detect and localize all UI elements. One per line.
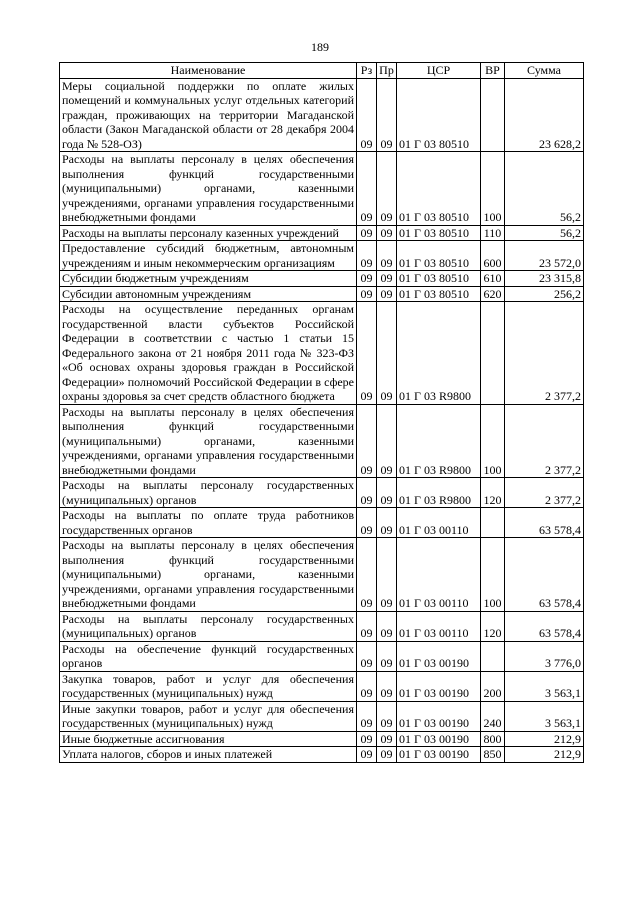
row-name: Иные бюджетные ассигнования [60,731,357,747]
row-vr: 100 [481,152,505,226]
row-pr: 09 [377,671,397,701]
row-rz: 09 [357,286,377,302]
row-sum: 3 563,1 [505,671,584,701]
row-vr [481,508,505,538]
header-csr: ЦСР [397,63,481,79]
row-pr: 09 [377,538,397,612]
row-rz: 09 [357,271,377,287]
table-row [60,286,584,302]
row-sum: 2 377,2 [505,478,584,508]
row-sum: 63 578,4 [505,611,584,641]
row-csr: 01 Г 03 00110 [397,538,481,612]
row-rz: 09 [357,538,377,612]
row-vr: 100 [481,538,505,612]
row-pr: 09 [377,152,397,226]
row-sum: 23 572,0 [505,241,584,271]
row-name: Предоставление субсидий бюджетным, автономным учреждениям и иным некоммерческим организациям [60,241,357,271]
row-vr: 240 [481,701,505,731]
row-rz: 09 [357,701,377,731]
row-csr: 01 Г 03 00110 [397,611,481,641]
row-name: Уплата налогов, сборов и иных платежей [60,747,357,763]
row-name: Субсидии автономным учреждениям [60,286,357,302]
row-csr: 01 Г 03 80510 [397,225,481,241]
table-row [60,271,584,287]
row-name: Расходы на обеспечение функций государственных органов [60,641,357,671]
row-pr: 09 [377,302,397,405]
row-name: Расходы на выплаты по оплате труда работников государственных органов [60,508,357,538]
header-rz: Рз [357,63,377,79]
header-name: Наименование [60,63,357,79]
row-name: Расходы на выплаты персоналу в целях обеспечения выполнения функций государственными (муниципальными) органами, казенными учреждениями, органами управления государственными внебюджетными фондами [60,538,357,612]
row-name: Закупка товаров, работ и услуг для обеспечения государственных (муниципальных) нужд [60,671,357,701]
row-name: Расходы на выплаты персоналу государственных (муниципальных) органов [60,611,357,641]
row-vr: 120 [481,611,505,641]
row-pr: 09 [377,611,397,641]
row-name: Расходы на выплаты персоналу государственных (муниципальных) органов [60,478,357,508]
table-row [60,731,584,747]
row-sum: 256,2 [505,286,584,302]
row-name: Меры социальной поддержки по оплате жилых помещений и коммунальных услуг отдельных категорий граждан, проживающих на территории Магаданской области (Закон Магаданской области от 28 декабря 2004 года № 528-ОЗ) [60,78,357,152]
row-csr: 01 Г 03 80510 [397,241,481,271]
row-sum: 63 578,4 [505,538,584,612]
page-number: 189 [311,40,329,54]
row-sum: 3 776,0 [505,641,584,671]
row-vr: 600 [481,241,505,271]
row-csr: 01 Г 03 80510 [397,286,481,302]
row-csr: 01 Г 03 00190 [397,641,481,671]
row-vr: 850 [481,747,505,763]
row-pr: 09 [377,286,397,302]
row-rz: 09 [357,302,377,405]
row-csr: 01 Г 03 00110 [397,508,481,538]
row-vr [481,78,505,152]
row-csr: 01 Г 03 00190 [397,701,481,731]
row-name: Расходы на выплаты персоналу в целях обеспечения выполнения функций государственными (муниципальными) органами, казенными учреждениями, органами управления государственными внебюджетными фондами [60,152,357,226]
row-vr: 120 [481,478,505,508]
row-pr: 09 [377,271,397,287]
row-vr [481,302,505,405]
row-name: Субсидии бюджетным учреждениям [60,271,357,287]
table-row [60,641,584,671]
row-pr: 09 [377,508,397,538]
row-csr: 01 Г 03 80510 [397,78,481,152]
row-vr: 100 [481,404,505,478]
row-sum: 212,9 [505,731,584,747]
row-rz: 09 [357,404,377,478]
row-csr: 01 Г 03 00190 [397,747,481,763]
table-row [60,508,584,538]
row-pr: 09 [377,478,397,508]
row-csr: 01 Г 03 R9800 [397,478,481,508]
row-vr: 800 [481,731,505,747]
row-name: Расходы на выплаты персоналу в целях обеспечения выполнения функций государственными (муниципальными) органами, казенными учреждениями, органами управления государственными внебюджетными фондами [60,404,357,478]
row-sum: 23 628,2 [505,78,584,152]
row-sum: 56,2 [505,152,584,226]
row-csr: 01 Г 03 80510 [397,152,481,226]
row-rz: 09 [357,478,377,508]
table-row [60,611,584,641]
row-rz: 09 [357,152,377,226]
row-sum: 63 578,4 [505,508,584,538]
row-pr: 09 [377,701,397,731]
row-sum: 2 377,2 [505,404,584,478]
budget-table [59,62,584,763]
row-csr: 01 Г 03 00190 [397,731,481,747]
row-rz: 09 [357,611,377,641]
header-sum: Сумма [505,63,584,79]
table-row [60,241,584,271]
table-row [60,701,584,731]
row-vr: 620 [481,286,505,302]
table-row [60,78,584,152]
row-name: Расходы на осуществление переданных органам государственной власти субъектов Российской Федерации в соответствии с частью 1 статьи 15 Федерального закона от 21 ноября 2011 года № 323-ФЗ «Об основах охраны здоровья граждан в Российской Федерации» полномочий Российской Федерации в сфере охраны здоровья за счет средств областного бюджета [60,302,357,405]
row-csr: 01 Г 03 R9800 [397,302,481,405]
row-name: Расходы на выплаты персоналу казенных учреждений [60,225,357,241]
row-pr: 09 [377,731,397,747]
row-rz: 09 [357,78,377,152]
row-rz: 09 [357,731,377,747]
row-vr [481,641,505,671]
row-rz: 09 [357,241,377,271]
header-vr: ВР [481,63,505,79]
table-row [60,538,584,612]
row-pr: 09 [377,78,397,152]
header-pr: Пр [377,63,397,79]
row-sum: 212,9 [505,747,584,763]
row-name: Иные закупки товаров, работ и услуг для обеспечения государственных (муниципальных) нужд [60,701,357,731]
row-vr: 610 [481,271,505,287]
row-sum: 56,2 [505,225,584,241]
row-sum: 3 563,1 [505,701,584,731]
table-row [60,478,584,508]
table-row [60,225,584,241]
row-pr: 09 [377,404,397,478]
row-rz: 09 [357,671,377,701]
row-rz: 09 [357,747,377,763]
table-row [60,671,584,701]
row-sum: 23 315,8 [505,271,584,287]
row-csr: 01 Г 03 00190 [397,671,481,701]
row-pr: 09 [377,747,397,763]
row-vr: 110 [481,225,505,241]
table-header-row [60,63,584,79]
table-row [60,302,584,405]
row-csr: 01 Г 03 80510 [397,271,481,287]
table-row [60,404,584,478]
table-row [60,747,584,763]
row-sum: 2 377,2 [505,302,584,405]
row-rz: 09 [357,641,377,671]
row-csr: 01 Г 03 R9800 [397,404,481,478]
row-rz: 09 [357,508,377,538]
row-pr: 09 [377,241,397,271]
row-pr: 09 [377,641,397,671]
row-pr: 09 [377,225,397,241]
row-rz: 09 [357,225,377,241]
row-vr: 200 [481,671,505,701]
table-row [60,152,584,226]
